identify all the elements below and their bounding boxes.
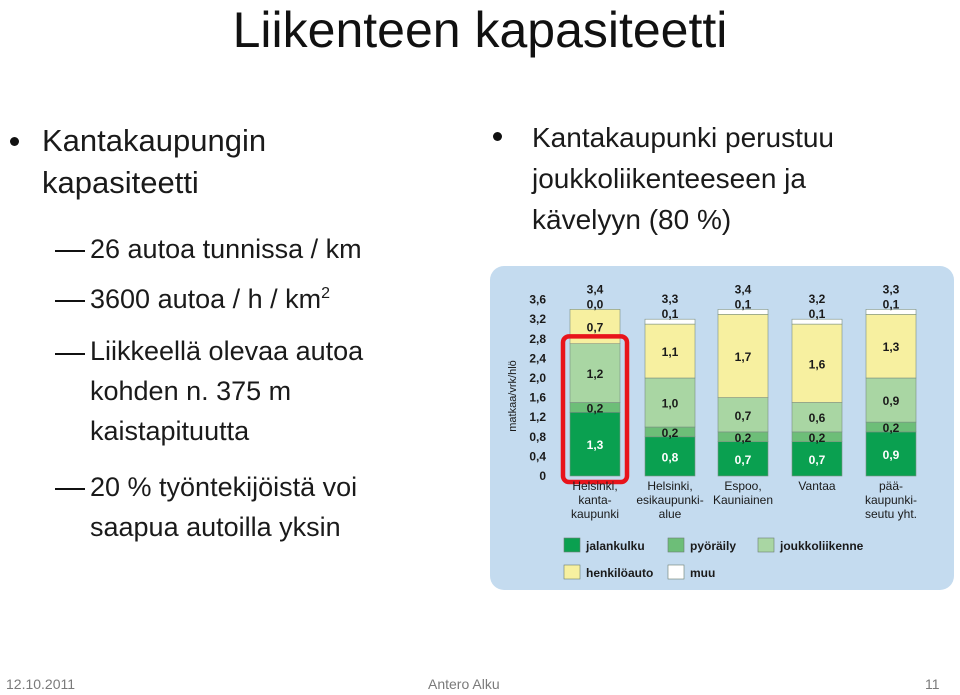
bar-value-label: 0,8	[661, 450, 679, 465]
category-label: Vantaa	[798, 479, 836, 493]
legend-label-joukkoliikenne: joukkoliikenne	[780, 539, 864, 553]
footer-date: 12.10.2011	[6, 676, 76, 692]
legend-swatch-henkilöauto	[564, 565, 580, 579]
category-label: kanta-	[578, 493, 612, 507]
bar-value-label: 0,7	[734, 408, 752, 423]
bar-total-label: 3,4	[734, 282, 752, 297]
legend-swatch-pyöräily	[668, 538, 684, 552]
bar-value-label: 0,1	[808, 307, 826, 322]
bar-value-label: 1,7	[734, 349, 752, 364]
bar-value-label: 0,1	[661, 307, 679, 322]
category-label: Espoo,	[724, 479, 762, 493]
bar-value-label: 0,1	[882, 297, 900, 312]
sub-bullet-text-line: kaistapituutta	[90, 416, 250, 446]
category-label: seutu yht.	[864, 507, 918, 521]
sub-bullet-text-line: saapua autoilla yksin	[90, 512, 341, 542]
slide-title: Liikenteen kapasiteetti	[232, 2, 728, 58]
category-label: esikaupunki-	[636, 493, 704, 507]
bar-value-label: 1,6	[808, 357, 826, 372]
bullet-kantakaupunki-perustuu	[532, 117, 834, 240]
sub-bullet-text-line: Liikkeellä olevaa autoa	[90, 336, 364, 366]
bar-total-label: 3,3	[882, 282, 900, 297]
legend-label-muu: muu	[690, 566, 716, 580]
bar-value-label: 0,2	[882, 421, 900, 435]
y-tick-label: 2,4	[529, 351, 546, 366]
sub-bullet-kaistapituutta	[90, 331, 363, 451]
dash-marker	[55, 488, 85, 490]
bar-value-label: 0,7	[734, 452, 752, 467]
legend-swatch-muu	[668, 565, 684, 579]
bar-value-label: 1,3	[882, 340, 900, 355]
bullet-text-line: Kantakaupungin	[42, 123, 267, 158]
y-tick-label: 0,8	[529, 429, 546, 444]
bar-value-label: 1,0	[661, 396, 679, 411]
sub-bullet-autoa-tunnissa: 26 autoa tunnissa / km	[90, 234, 362, 264]
stacked-bar-chart	[490, 266, 954, 590]
bar-total-label: 3,2	[808, 292, 826, 307]
legend-swatch-jalankulku	[564, 538, 580, 552]
bullet-kantakaupunki-kapasiteetti	[42, 120, 266, 204]
y-tick-label: 0,4	[529, 449, 546, 464]
category-label: Kauniainen	[712, 493, 774, 507]
sub-bullet-text: 3600 autoa / h / km	[90, 284, 322, 314]
bar-value-label: 1,3	[586, 438, 604, 453]
bar-value-label: 1,2	[586, 367, 604, 382]
dash-marker	[55, 250, 85, 252]
sub-bullet-autoa-km2	[90, 279, 330, 319]
category-label: pää-	[878, 479, 904, 493]
legend-label-jalankulku: jalankulku	[586, 539, 645, 553]
category-label: Helsinki,	[572, 479, 618, 493]
bullet-text-line: joukkoliikenteeseen ja	[532, 163, 806, 194]
y-tick-label: 2,0	[529, 371, 546, 385]
bar-value-label: 1,1	[661, 345, 679, 360]
category-label: alue	[658, 507, 682, 521]
bullet-dot	[10, 137, 19, 146]
category-label: kaupunki-	[864, 493, 918, 507]
legend-label-henkilöauto: henkilöauto	[586, 566, 654, 580]
y-tick-label: 1,2	[529, 410, 546, 425]
bar-value-label: 0,2	[734, 430, 752, 445]
bar-total-label: 3,4	[586, 282, 604, 297]
bar-value-label: 0,9	[882, 394, 900, 409]
y-tick-label: 3,2	[529, 312, 546, 327]
bar-value-label: 0,2	[808, 430, 826, 445]
y-tick-label: 0	[539, 469, 546, 483]
bar-value-label: 0,1	[734, 297, 752, 312]
footer-author: Antero Alku	[428, 676, 500, 692]
bar-value-label: 0,9	[882, 447, 900, 462]
bullet-text-line: kapasiteetti	[42, 165, 199, 200]
y-axis-label: matkaa/vrk/hlö	[507, 360, 519, 432]
sub-bullet-text-line: 20 % työntekijöistä voi	[90, 472, 358, 502]
footer-page-number: 11	[925, 676, 940, 692]
bar-value-label: 0,2	[586, 401, 604, 416]
dash-marker	[55, 300, 85, 302]
bullet-dot	[493, 132, 502, 141]
bullet-text-line: Kantakaupunki perustuu	[532, 122, 834, 153]
bar-value-label: 0,0	[586, 297, 604, 312]
category-label: Helsinki,	[647, 479, 693, 493]
category-label: kaupunki	[570, 507, 620, 521]
bar-value-label: 0,2	[661, 425, 679, 440]
superscript: 2	[321, 285, 331, 302]
bar-value-label: 0,7	[586, 320, 604, 335]
sub-bullet-tyontekijat	[90, 467, 357, 547]
y-tick-label: 2,8	[529, 331, 546, 346]
bullet-text-line: kävelyyn (80 %)	[532, 204, 732, 235]
sub-bullet-text-line: kohden n. 375 m	[90, 376, 292, 406]
bar-value-label: 0,6	[808, 411, 826, 426]
legend-swatch-joukkoliikenne	[758, 538, 774, 552]
legend-label-pyöräily: pyöräily	[690, 539, 737, 553]
y-tick-label: 1,6	[529, 390, 546, 405]
bar-total-label: 3,3	[661, 292, 679, 307]
dash-marker	[55, 353, 85, 355]
bar-value-label: 0,7	[808, 452, 826, 467]
y-tick-label: 3,6	[529, 292, 546, 307]
